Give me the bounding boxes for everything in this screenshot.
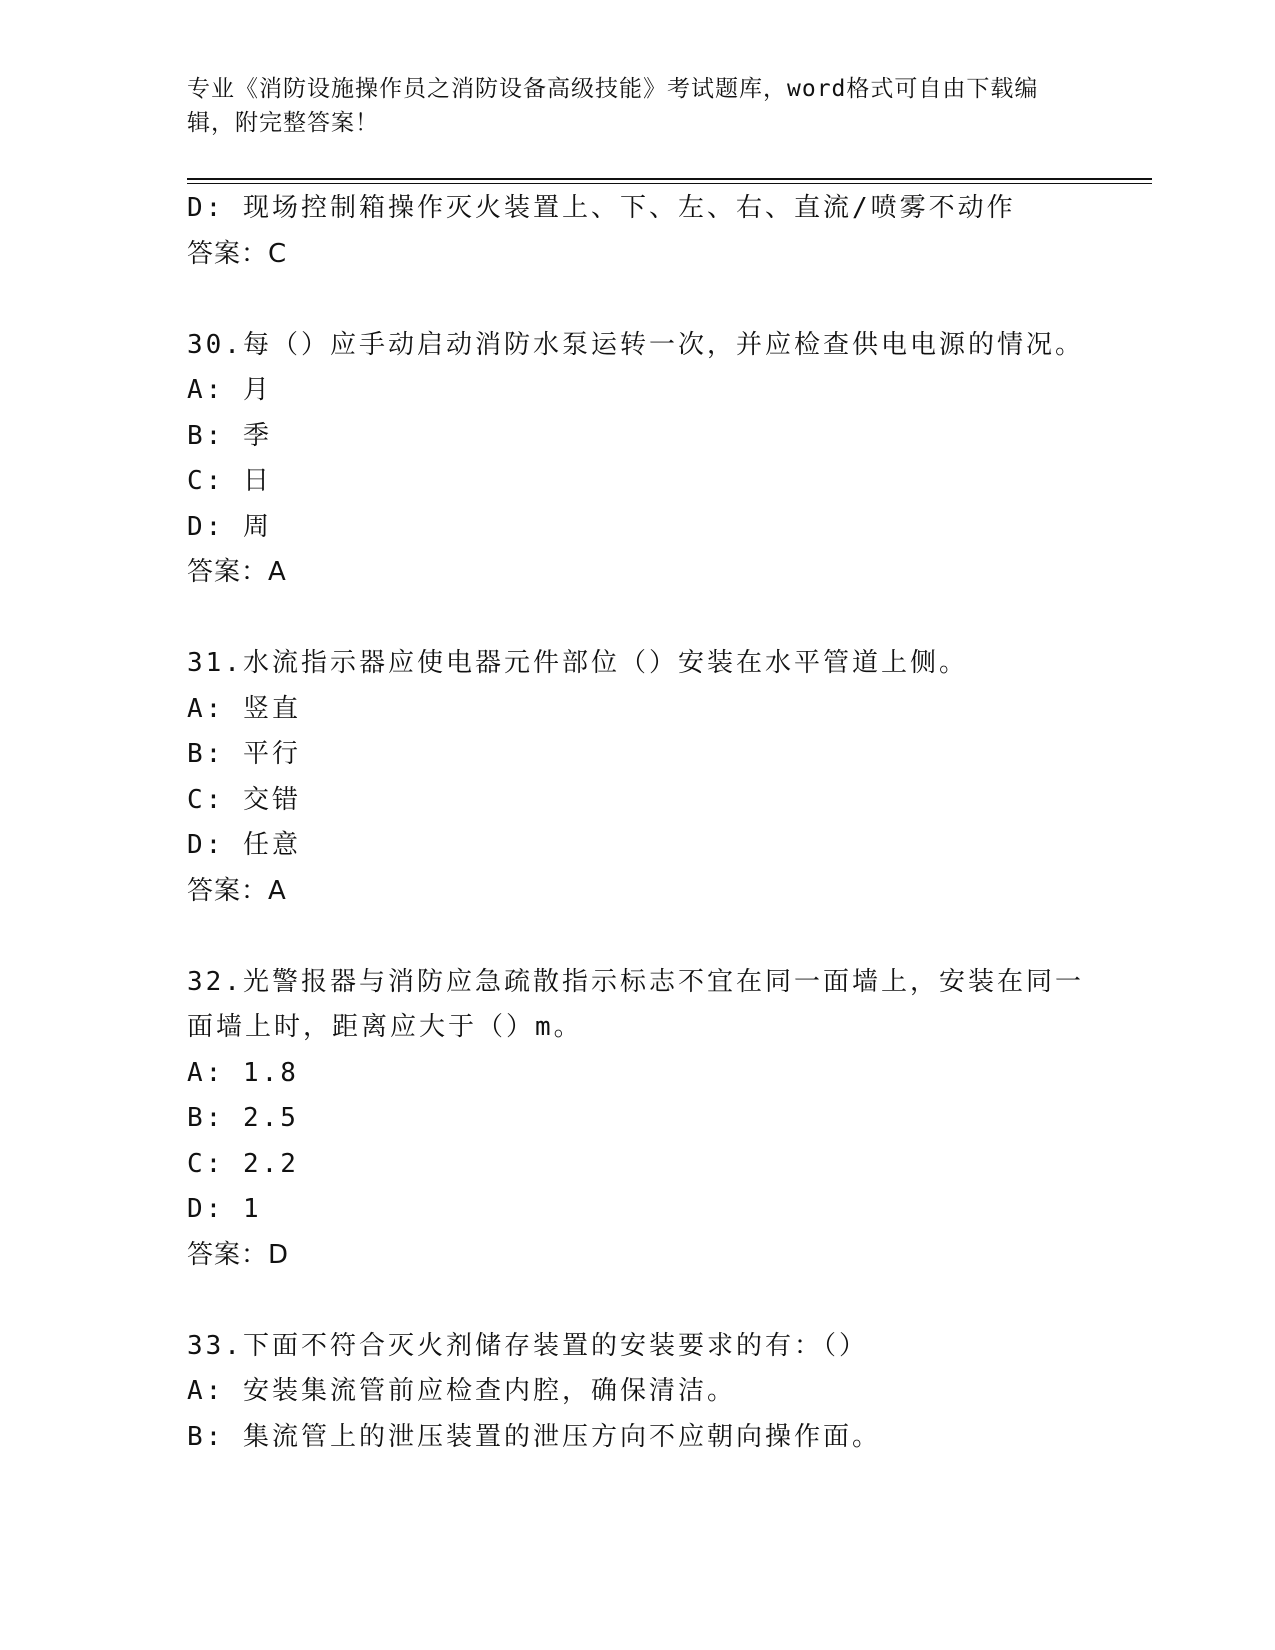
question-list — [187, 186, 1107, 1460]
question-stem: 33.下面不符合灭火剂储存装置的安装要求的有：（） — [187, 1330, 868, 1361]
option-b: B: 季 — [187, 420, 272, 451]
question-32 — [187, 960, 1107, 1279]
spacer — [187, 596, 1107, 642]
question-33 — [187, 1324, 1107, 1461]
answer: 答案：A — [187, 875, 287, 906]
option-a: A: 月 — [187, 375, 272, 405]
header-divider — [187, 178, 1152, 180]
question-30 — [187, 323, 1107, 596]
answer: 答案：D — [187, 1239, 290, 1270]
spacer — [187, 1278, 1107, 1324]
header-line-2: 辑，附完整答案！ — [187, 110, 379, 136]
question-stem-continued: 面墙上时，距离应大于（）m。 — [187, 1012, 583, 1042]
option-d: D: 1 — [187, 1194, 262, 1224]
header-divider-thin — [187, 183, 1152, 184]
header-line-1: 专业《消防设施操作员之消防设备高级技能》考试题库，word格式可自由下载编 — [187, 76, 1039, 102]
document-header — [187, 72, 1067, 140]
option-b: B: 集流管上的泄压装置的泄压方向不应朝向操作面。 — [187, 1421, 881, 1452]
question-31 — [187, 641, 1107, 914]
question-stem: 32.光警报器与消防应急疏散指示标志不宜在同一面墙上，安装在同一 — [187, 966, 1084, 997]
option-c: C: 交错 — [187, 784, 301, 815]
question-stem: 31.水流指示器应使电器元件部位（）安装在水平管道上侧。 — [187, 648, 968, 678]
option-a: A: 竖直 — [187, 693, 301, 724]
answer: 答案：A — [187, 557, 287, 587]
option-d: D: 周 — [187, 511, 272, 542]
option-b: B: 2.5 — [187, 1103, 299, 1133]
option-a: A: 安装集流管前应检查内腔，确保清洁。 — [187, 1376, 736, 1406]
option-a: A: 1.8 — [187, 1057, 299, 1088]
option-d: D: 任意 — [187, 830, 301, 860]
option-b: B: 平行 — [187, 739, 301, 769]
option-c: C: 日 — [187, 466, 272, 496]
spacer — [187, 277, 1107, 323]
question-stem: 30.每（）应手动启动消防水泵运转一次，并应检查供电电源的情况。 — [187, 329, 1084, 360]
prev-answer: 答案：C — [187, 238, 288, 269]
option-c: C: 2.2 — [187, 1148, 299, 1179]
prev-option-d: D: 现场控制箱操作灭火装置上、下、左、右、直流/喷雾不动作 — [187, 193, 1016, 223]
spacer — [187, 914, 1107, 960]
